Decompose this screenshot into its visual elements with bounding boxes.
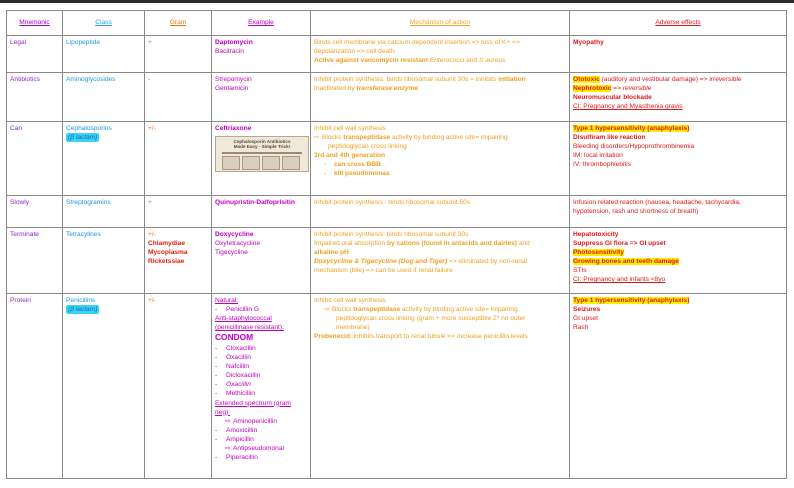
mechanism-line: Inhibit protein synthesis: binds ribosomal subunit 30s	[314, 231, 469, 238]
adverse-line: CI: Pregnancy and Myasthenia gravis	[573, 103, 683, 111]
class-cell: Lipopeptide	[63, 36, 145, 73]
beta-lactam-tag: (β lactam)	[68, 306, 98, 314]
header-mechanism: Mechanism of action	[311, 11, 570, 36]
example-item: Bacitracin	[215, 48, 244, 56]
example-cell	[212, 196, 311, 228]
example-item: - Oxacillin	[215, 381, 251, 389]
adverse-line: Infusion related reaction (nausea, headache, tachycardia,	[573, 199, 741, 206]
adverse-line: IV: thrombophlebitis	[573, 161, 632, 169]
mechanism-cell	[311, 36, 570, 73]
mechanism-line: depolarization => cell death	[314, 48, 395, 56]
example-item: - Nafcillin	[215, 363, 250, 371]
adverse-cell	[570, 73, 787, 122]
example-item: Tigecycline	[215, 249, 248, 257]
class-cell	[63, 122, 145, 196]
adverse-line: Myopathy	[573, 39, 604, 46]
table-row-slowly	[7, 196, 787, 228]
example-item: - Amoxicillin	[215, 426, 258, 434]
adverse-cell	[570, 228, 787, 294]
mechanism-line: ⇨ Blocks transpeptidase activity by binding active site= impairing	[324, 306, 518, 314]
class-name: Penicillins	[66, 297, 96, 304]
example-cell	[212, 294, 311, 479]
mechanism-line: Doxycycline & Tigecycline (Dog and Tiger) => eliminated by non-renal	[314, 258, 528, 266]
mechanism-line: Probenecid: inhibits transport to renal tubule => increase penicillin levels	[314, 333, 528, 341]
class-cell: Aminoglycosides	[63, 73, 145, 122]
mechanism-line: - can cross BBB	[324, 161, 381, 169]
gram-cell: +	[145, 196, 212, 228]
gram-cell: -	[145, 73, 212, 122]
mechanism-line: Active against vancomycin resistant Enterococci and S aureus	[314, 57, 506, 65]
table-row-can	[7, 122, 787, 196]
adverse-line: Seizures	[573, 306, 601, 314]
beta-lactam-tag: (β lactam)	[68, 134, 98, 142]
example-item: - Cloxacillin	[215, 344, 256, 352]
example-cell	[212, 228, 311, 294]
gram-cell: +/-	[145, 122, 212, 196]
mnemonic-cell: Slowly	[7, 196, 63, 228]
arrow-icon: ⇨	[314, 134, 320, 142]
example-item: Daptomycin	[215, 39, 253, 46]
mechanism-line: alkaline pH	[314, 249, 349, 257]
table-row-terminate	[7, 228, 787, 294]
mechanism-line: Inhibit cell wall synthesis	[314, 125, 386, 132]
thumbnail-title: Cephalosporin Antibiotics	[233, 139, 291, 145]
mechanism-cell	[311, 73, 570, 122]
example-item: Ceftriaxone	[215, 125, 252, 132]
adverse-line: Photosensitivity	[573, 249, 624, 257]
header-class: Class	[63, 11, 145, 36]
adverse-line: Ototoxic (auditory and vestibular damage) => irreversible	[573, 76, 742, 83]
adverse-line: Hepatotoxicity	[573, 231, 619, 238]
gram-cell: +	[145, 36, 212, 73]
class-cell: Streptogramins	[63, 196, 145, 228]
example-subgroup: ⇨ Antipseudomonal	[225, 445, 284, 452]
adverse-line: hypotension, rash and shortness of breath)	[573, 208, 699, 216]
header-mnemonic: Mnemonic	[7, 11, 63, 36]
example-item: - Dicloxacillin	[215, 372, 261, 380]
mnemonic-cell: Terminate	[7, 228, 63, 294]
gram-cell	[145, 228, 212, 294]
header-example: Example	[212, 11, 311, 36]
gram-cell: +/-	[145, 294, 212, 479]
example-item: - Piperacillin	[215, 454, 258, 462]
example-item: - Ampicillin	[215, 435, 254, 443]
mechanism-line: Inactivated by transferase enzyme	[314, 85, 419, 93]
example-item: Quinupristin-Dalfoprisitin	[215, 199, 295, 206]
mechanism-line: Impaired oral absorption by cations (found in antacids and dairies) and	[314, 240, 530, 248]
mechanism-cell	[311, 294, 570, 479]
adverse-cell	[570, 294, 787, 479]
cephalosporin-video-thumbnail	[215, 136, 309, 172]
table-row-protein	[7, 294, 787, 479]
mechanism-line: Inhibit cell wall synthesis	[314, 297, 386, 304]
example-item: - Methicillin	[215, 390, 255, 398]
adverse-line: Type 1 hypersensitivity (anaphylaxis)	[573, 297, 690, 304]
gram-organism: Chlamydiae	[148, 240, 186, 248]
antibiotics-table-sheet	[6, 10, 787, 479]
mechanism-cell	[311, 196, 570, 228]
example-cell	[212, 36, 311, 73]
header-gram: Gram	[145, 11, 212, 36]
example-cell	[212, 73, 311, 122]
table-row-legal	[7, 36, 787, 73]
adverse-line: STIs	[573, 267, 587, 275]
example-group-heading: Anti-staphylococcal (penicillinase resistant):	[215, 315, 284, 332]
mechanism-line: ⇨ Blocks transpeptidase activity by binding active site= impairing	[314, 134, 508, 142]
mechanism-line: Inhibit protein synthesis : binds ribosomal subunit 50s	[314, 199, 471, 206]
example-item: Gentamicin	[215, 85, 249, 93]
header-adverse-effects: Adverse effects	[570, 11, 787, 36]
adverse-line: Type 1 hypersensitivity (anaphylaxis)	[573, 125, 690, 132]
adverse-line: Nephrotoxic => reversible	[573, 85, 652, 93]
mnemonic-cell: Can	[7, 122, 63, 196]
mechanism-line: mechanism (bile) => can be used if renal failure	[314, 267, 453, 275]
example-item: Oxytetracycline	[215, 240, 261, 248]
example-item: - Penicillin G	[215, 306, 259, 314]
condom-mnemonic: CONDOM	[215, 332, 254, 343]
adverse-cell	[570, 122, 787, 196]
mechanism-line: Inhibit protein synthesis: binds ribosomal subunit 30s = inhibits initiation	[314, 76, 526, 83]
adverse-cell	[570, 36, 787, 73]
mechanism-cell	[311, 228, 570, 294]
adverse-line: Rash	[573, 324, 589, 332]
adverse-line: GI upset	[573, 315, 598, 323]
adverse-line: Neuromuscular blockade	[573, 94, 652, 102]
arrow-icon: ⇨	[324, 306, 330, 314]
mnemonic-cell: Protein	[7, 294, 63, 479]
example-subgroup: ⇨ Aminopenicillin	[225, 417, 277, 425]
mechanism-line: membrane)	[336, 324, 370, 332]
mnemonic-cell: Antibiotics	[7, 73, 63, 122]
example-item: Doxycycline	[215, 231, 254, 238]
class-cell: Tetracylines	[63, 228, 145, 294]
gram-organism: Mycoplasma	[148, 249, 188, 257]
example-group-heading: Natural:	[215, 297, 239, 304]
mechanism-line: peptidoglycan cross linking	[328, 143, 407, 151]
example-cell	[212, 122, 311, 196]
arrow-icon: ⇨	[225, 445, 231, 452]
mechanism-line: 3rd and 4th generation	[314, 152, 386, 160]
adverse-line: CI: Pregnancy and infants <8yo	[573, 276, 666, 284]
gram-organism: Ricketssiae	[148, 258, 185, 266]
mechanism-cell	[311, 122, 570, 196]
gram-value: +/-	[148, 231, 156, 238]
mnemonic-cell: Legal	[7, 36, 63, 73]
example-item: - Oxacillin	[215, 354, 251, 362]
adverse-line: Bleeding disorders/Hypoprothrombinemia	[573, 143, 695, 151]
mechanism-line: - kill pseudomonas	[324, 170, 390, 178]
mechanism-line: Binds cell membrane via calcium dependent insertion => loss of K+ =>	[314, 39, 520, 46]
mechanism-line: peptidoglycan cross linking (gram + more susceptible 2* no outer	[336, 315, 526, 323]
example-item: Strepomycin	[215, 76, 252, 83]
table-row-antibiotics	[7, 73, 787, 122]
class-name: Cephalosporins	[66, 125, 112, 132]
header-row	[7, 11, 787, 36]
adverse-cell	[570, 196, 787, 228]
example-group-heading: Extended spectrum (gram neg):	[215, 399, 291, 416]
adverse-line: Suppress GI flora => GI upset	[573, 240, 666, 248]
adverse-line: IM: local irritation	[573, 152, 623, 160]
adverse-line: Disulfiram like reaction	[573, 134, 646, 142]
adverse-line: Growing bones and teeth damage	[573, 258, 679, 266]
arrow-icon: ⇨	[225, 417, 231, 425]
antibiotics-table	[6, 10, 787, 479]
top-border	[0, 0, 794, 3]
thumbnail-subtitle: Made Easy · Simple Trick!	[233, 144, 291, 150]
class-cell	[63, 294, 145, 479]
